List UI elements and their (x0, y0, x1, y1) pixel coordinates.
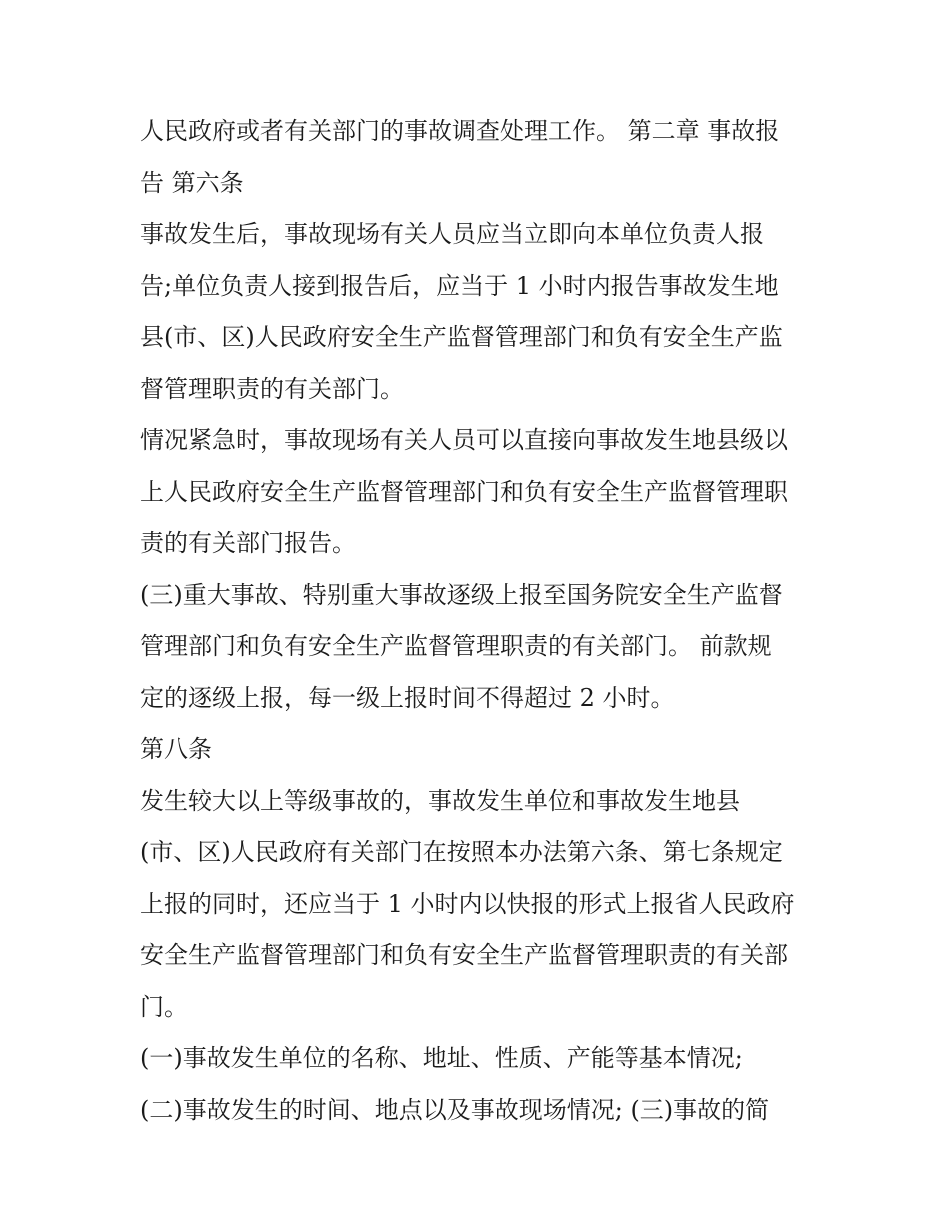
text-line: 县(市、区)人民政府安全生产监督管理部门和负有安全生产监 (140, 323, 783, 351)
text-line: (二)事故发生的时间、地点以及事故现场情况; (三)事故的简 (140, 1095, 770, 1124)
text-line: 督管理职责的有关部门。 (140, 374, 404, 403)
text-line: 告;单位负责人接到报告后，应当于 1 小时内报告事故发生地 (140, 271, 779, 300)
document-body (140, 106, 820, 1136)
text-line: 发生较大以上等级事故的，事故发生单位和事故发生地县 (140, 786, 740, 815)
text-line: 上人民政府安全生产监督管理部门和负有安全生产监督管理职 (140, 477, 788, 506)
text-line: 事故发生后，事故现场有关人员应当立即向本单位负责人报 (140, 220, 764, 248)
text-line: 管理部门和负有安全生产监督管理职责的有关部门。 前款规 (140, 632, 772, 660)
text-line: 人民政府或者有关部门的事故调查处理工作。 第二章 事故报 (140, 117, 780, 145)
text-line: 责的有关部门报告。 (140, 529, 356, 557)
text-line: 门。 (140, 992, 188, 1021)
text-line: (三)重大事故、特别重大事故逐级上报至国务院安全生产监督 (140, 580, 783, 609)
text-line: (一)事故发生单位的名称、地址、性质、产能等基本情况; (140, 1044, 743, 1072)
text-line: 第八条 (140, 735, 212, 763)
text-line: 定的逐级上报，每一级上报时间不得超过 2 小时。 (140, 683, 675, 712)
text-line: 上报的同时，还应当于 1 小时内以快报的形式上报省人民政府 (140, 889, 795, 918)
text-line: 情况紧急时，事故现场有关人员可以直接向事故发生地县级以 (140, 426, 788, 454)
text-line: 安全生产监督管理部门和负有安全生产监督管理职责的有关部 (140, 941, 788, 969)
text-line: 告 第六条 (140, 168, 244, 197)
text-line: (市、区)人民政府有关部门在按照本办法第六条、第七条规定 (140, 838, 783, 866)
